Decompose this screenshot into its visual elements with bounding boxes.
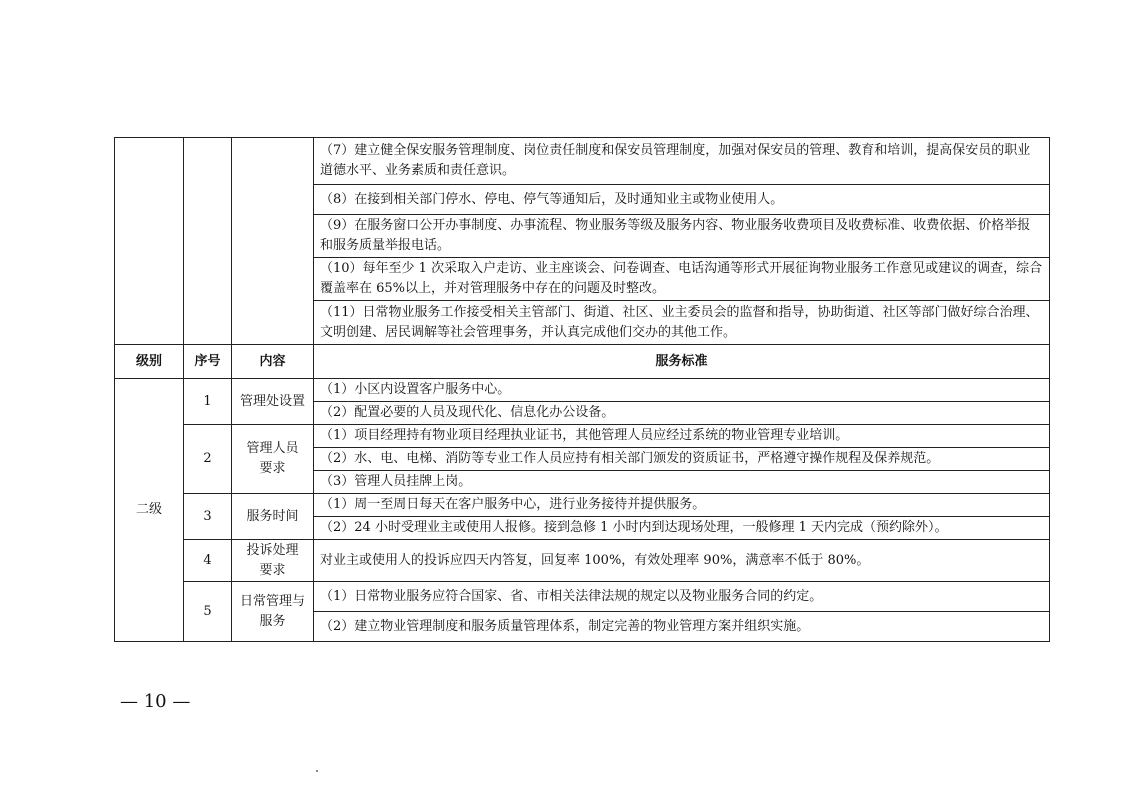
table-row [115,379,1050,402]
continuation-content-cell [232,138,314,345]
table-row [115,425,1050,448]
standard-item: （1）日常物业服务应符合国家、省、市相关法律法规的规定以及物业服务合同的约定。 [314,582,1050,612]
continuation-level-cell [115,138,184,345]
content-cell: 管理人员要求 [232,425,314,494]
page-number: — 10 — [120,691,191,712]
table-header-row [115,345,1050,379]
standard-item: （9）在服务窗口公开办事制度、办事流程、物业服务等级及服务内容、物业服务收费项目及收费标准、收费依据、价格举报和服务质量举报电话。 [314,215,1050,258]
table-row [115,582,1050,612]
standard-item: （2）配置必要的人员及现代化、信息化办公设备。 [314,402,1050,425]
header-seq: 序号 [184,345,232,379]
standard-item: （2）建立物业管理制度和服务质量管理体系，制定完善的物业管理方案并组织实施。 [314,612,1050,642]
standard-item: （11）日常物业服务工作接受相关主管部门、街道、社区、业主委员会的监督和指导，协助街道、社区等部门做好综合治理、文明创建、居民调解等社会管理事务，并认真完成他们交办的其他工作。 [314,301,1050,345]
seq-cell: 2 [184,425,232,494]
service-standard-table [114,137,1050,642]
standard-item: （2）24 小时受理业主或使用人报修。接到急修 1 小时内到达现场处理，一般修理 1 天内完成（预约除外）。 [314,517,1050,540]
seq-cell: 3 [184,494,232,540]
content-cell: 管理处设置 [232,379,314,425]
content-cell: 投诉处理要求 [232,540,314,582]
standard-item: （7）建立健全保安服务管理制度、岗位责任制度和保安员管理制度，加强对保安员的管理、教育和培训，提高保安员的职业道德水平、业务素质和责任意识。 [314,138,1050,185]
standard-item: （10）每年至少 1 次采取入户走访、业主座谈会、问卷调查、电话沟通等形式开展征询物业服务工作意见或建议的调查，综合覆盖率在 65%以上，并对管理服务中存在的问题及时整改。 [314,258,1050,301]
standard-item: （1）周一至周日每天在客户服务中心，进行业务接待并提供服务。 [314,494,1050,517]
seq-cell: 4 [184,540,232,582]
content-cell: 服务时间 [232,494,314,540]
header-content: 内容 [232,345,314,379]
seq-cell: 1 [184,379,232,425]
scan-speck [316,770,318,772]
header-level: 级别 [115,345,184,379]
standard-item: 对业主或使用人的投诉应四天内答复，回复率 100%，有效处理率 90%，满意率不低于 80%。 [314,540,1050,582]
level-cell: 二级 [115,379,184,642]
header-standard: 服务标准 [314,345,1050,379]
seq-cell: 5 [184,582,232,642]
continuation-row [115,138,1050,185]
standard-item: （3）管理人员挂牌上岗。 [314,471,1050,494]
standard-item: （1）小区内设置客户服务中心。 [314,379,1050,402]
standard-item: （1）项目经理持有物业项目经理执业证书，其他管理人员应经过系统的物业管理专业培训。 [314,425,1050,448]
content-cell: 日常管理与服务 [232,582,314,642]
table-row [115,494,1050,517]
standard-item: （8）在接到相关部门停水、停电、停气等通知后，及时通知业主或物业使用人。 [314,185,1050,215]
continuation-seq-cell [184,138,232,345]
table-row [115,540,1050,582]
standard-item: （2）水、电、电梯、消防等专业工作人员应持有相关部门颁发的资质证书，严格遵守操作规程及保养规范。 [314,448,1050,471]
